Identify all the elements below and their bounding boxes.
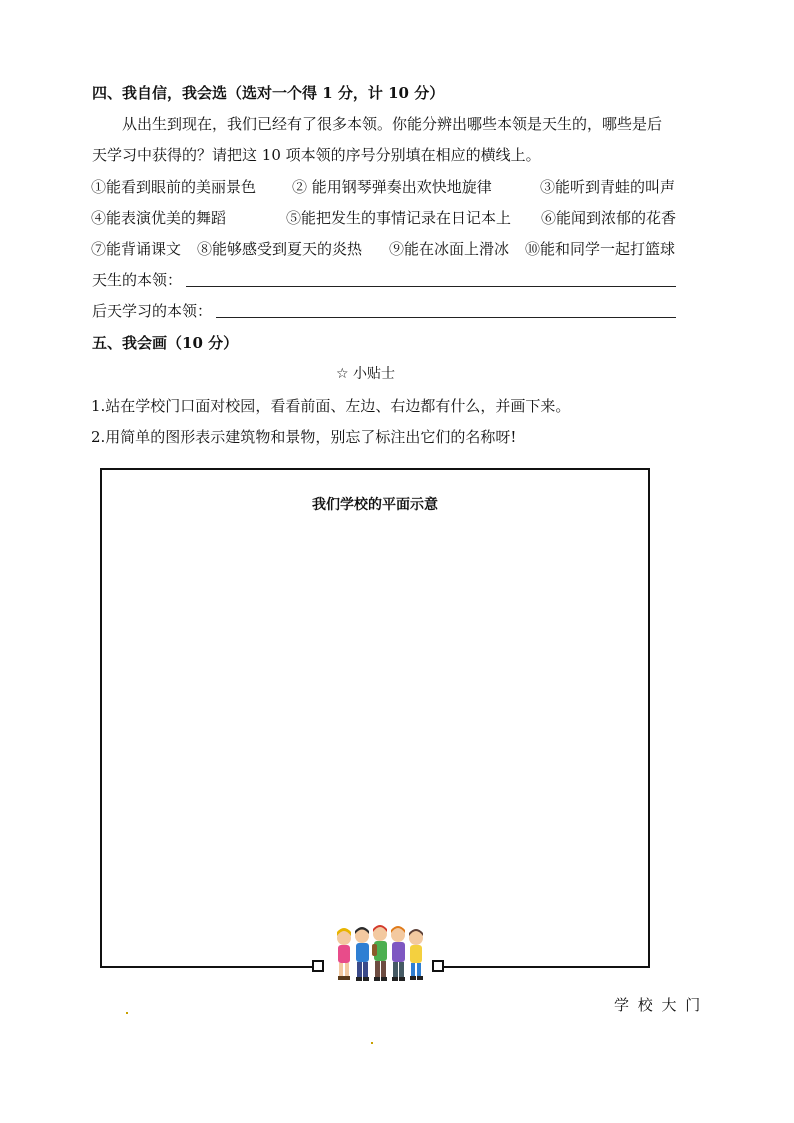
- option-2: ② 能用钢琴弹奏出欢快地旋律: [292, 178, 492, 196]
- stray-dot: [126, 1012, 128, 1014]
- option-10: ⑩能和同学一起打篮球: [525, 240, 676, 258]
- section4-intro-line2: 天学习中获得的？请把这 10 项本领的序号分别填在相应的横线上。: [92, 146, 541, 164]
- gate-right-post: [432, 960, 444, 972]
- innate-label: 天生的本领：: [92, 271, 183, 289]
- option-8: ⑧能够感受到夏天的炎热: [197, 240, 363, 258]
- frame-bottom-left: [100, 966, 312, 968]
- stray-dot: [371, 1042, 373, 1044]
- section5-heading: 五、我会画（10 分）: [92, 334, 239, 352]
- tip-2: 2.用简单的图形表示建筑物和景物，别忘了标注出它们的名称呀!: [91, 428, 517, 446]
- children-illustration: [332, 922, 430, 988]
- option-1: ①能看到眼前的美丽景色: [91, 178, 257, 196]
- section4-intro-line1: 从出生到现在，我们已经有了很多本领。你能分辨出哪些本领是天生的，哪些是后: [122, 115, 663, 133]
- innate-answer-line[interactable]: [186, 286, 676, 287]
- option-7: ⑦能背诵课文: [91, 240, 182, 258]
- drawing-frame[interactable]: [100, 468, 650, 966]
- section4-heading: 四、我自信，我会选（选对一个得 1 分，计 10 分）: [92, 84, 445, 102]
- frame-title: 我们学校的平面示意: [312, 497, 438, 513]
- option-3: ③能听到青蛙的叫声: [540, 178, 676, 196]
- option-5: ⑤能把发生的事情记录在日记本上: [286, 209, 512, 227]
- option-9: ⑨能在冰面上滑冰: [389, 240, 510, 258]
- option-6: ⑥能闻到浓郁的花香: [541, 209, 677, 227]
- frame-bottom-right: [444, 966, 650, 968]
- gate-label: 学 校 大 门: [614, 996, 703, 1014]
- option-4: ④能表演优美的舞蹈: [91, 209, 227, 227]
- tip-1: 1.站在学校门口面对校园，看看前面、左边、右边都有什么，并画下来。: [91, 397, 571, 415]
- tips-title: ☆ 小贴士: [336, 366, 396, 382]
- gate-left-post: [312, 960, 324, 972]
- learned-answer-line[interactable]: [216, 317, 676, 318]
- learned-label: 后天学习的本领：: [92, 302, 213, 320]
